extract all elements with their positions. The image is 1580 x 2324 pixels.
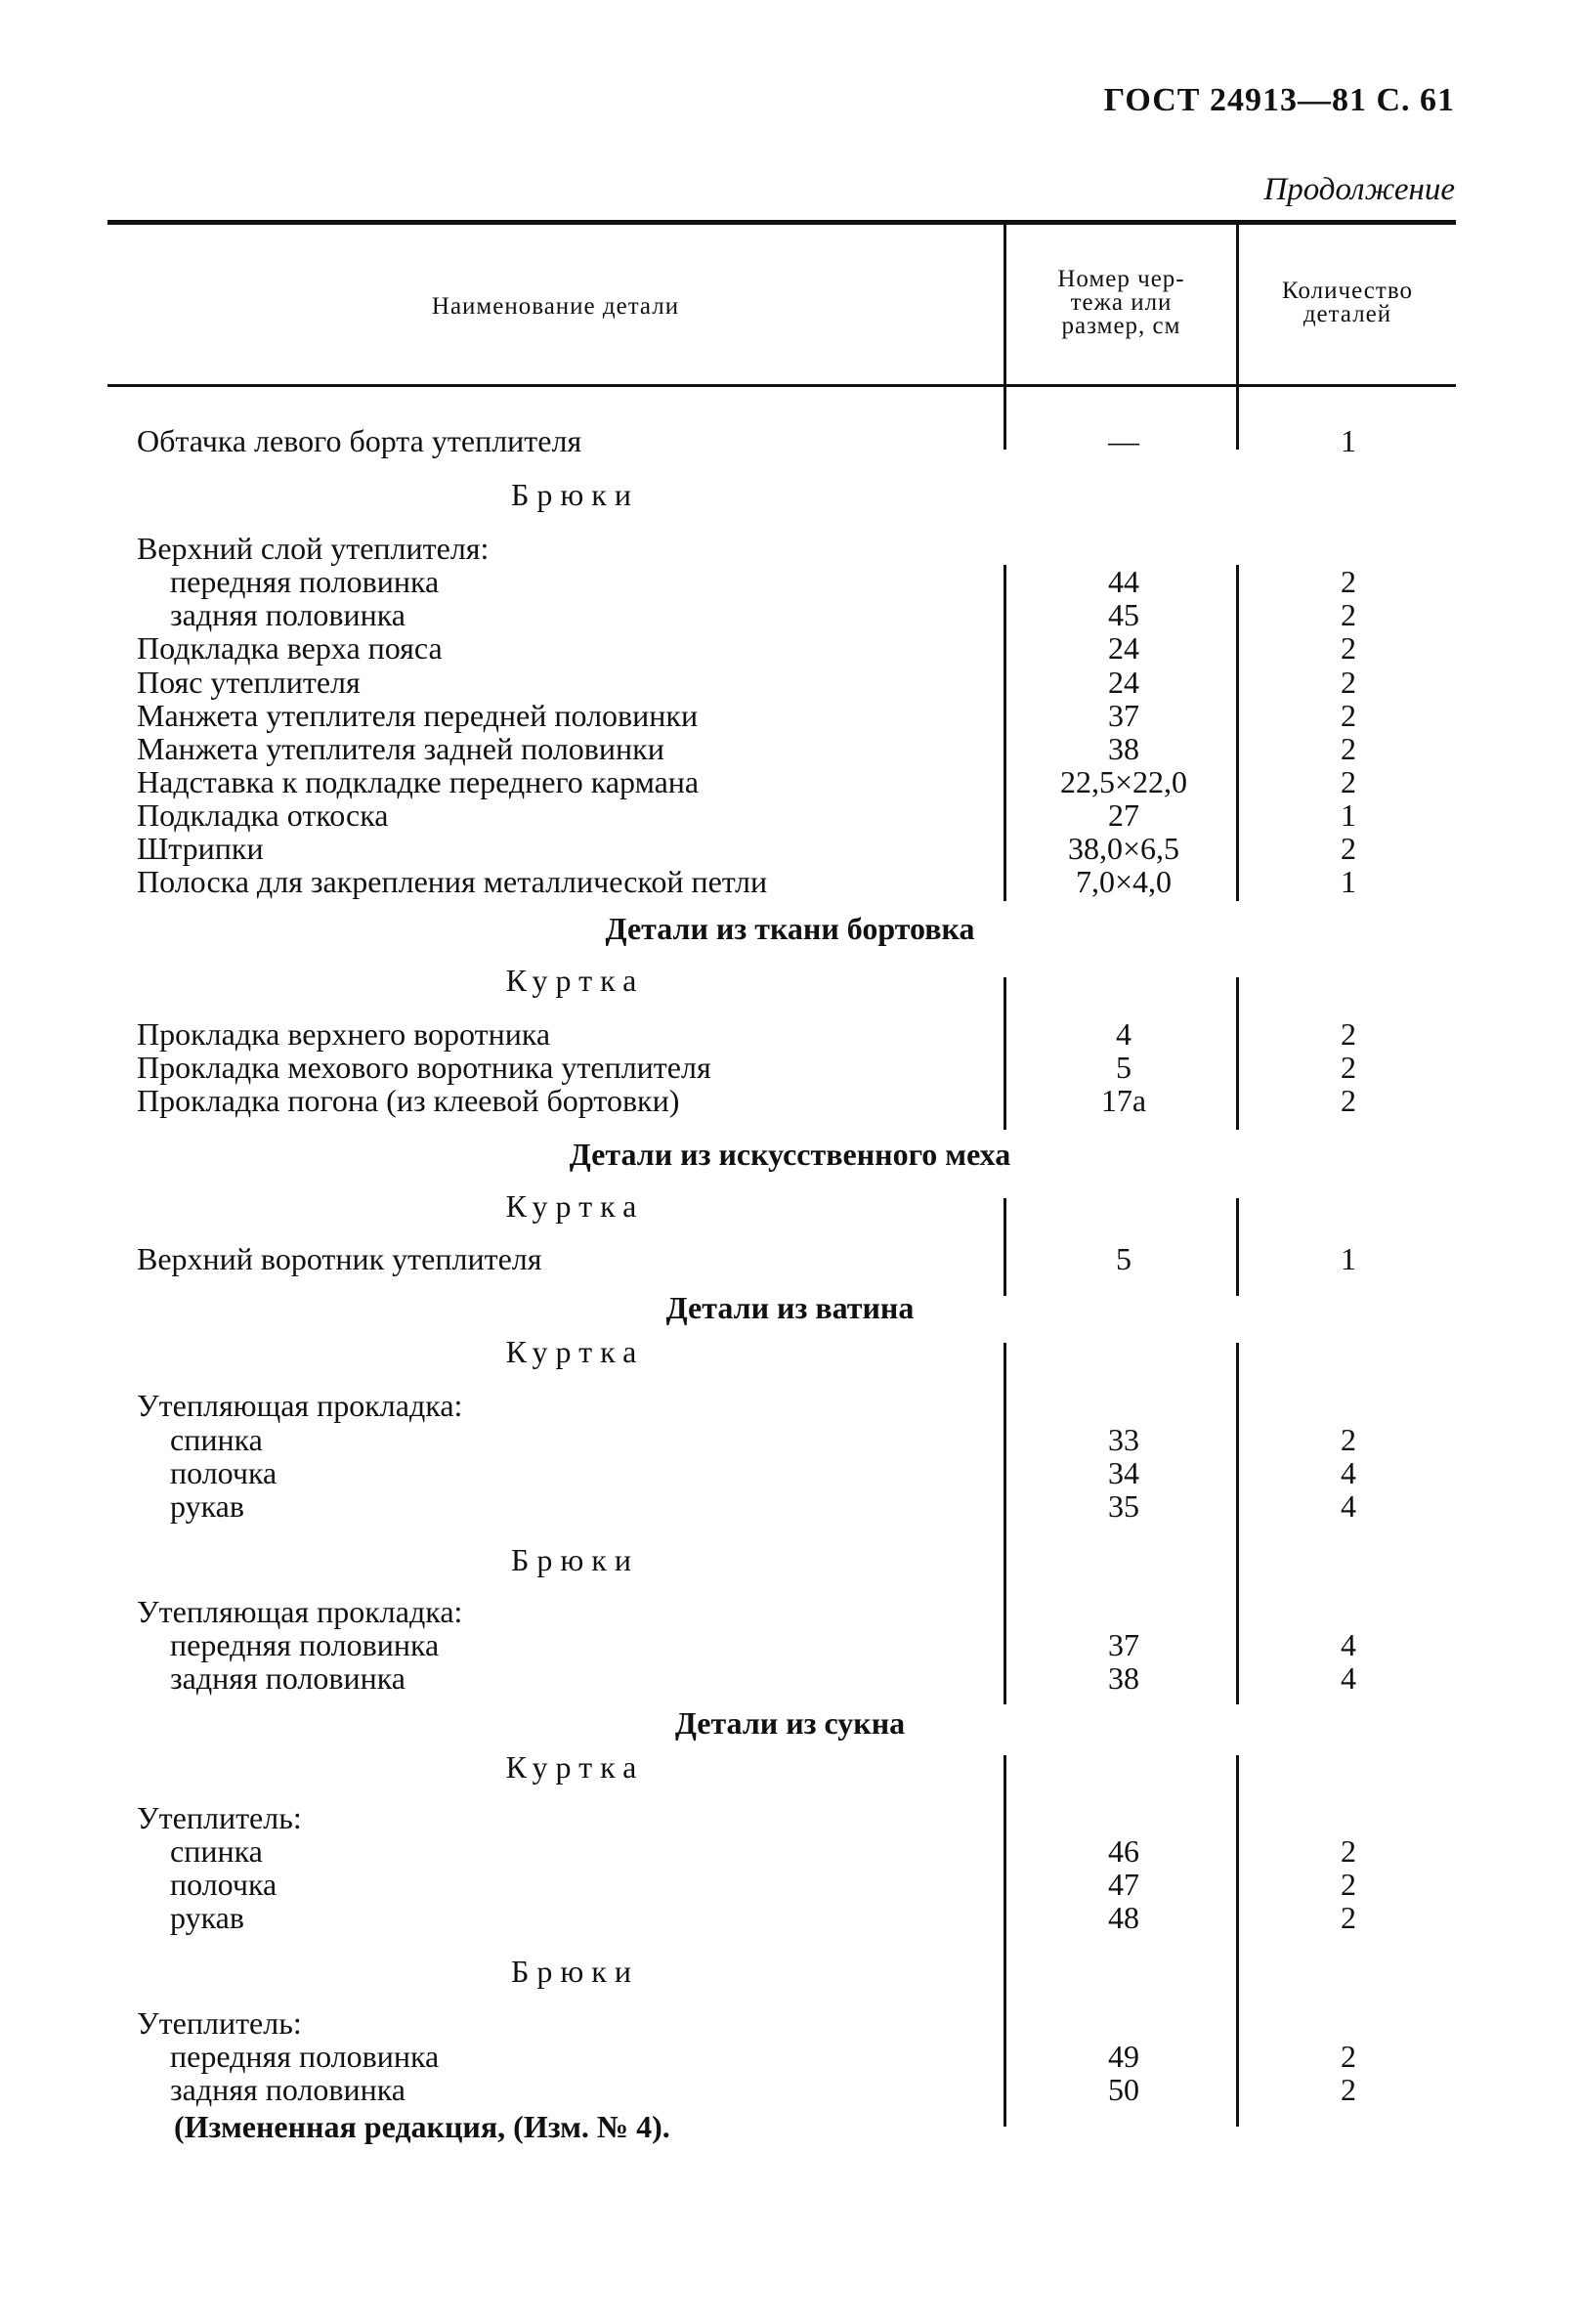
row-drawing: 44 <box>1108 564 1139 599</box>
row-quantity: 1 <box>1341 1241 1356 1276</box>
row-drawing: 37 <box>1108 698 1139 733</box>
row-drawing: 5 <box>1116 1241 1132 1276</box>
table-row <box>0 698 1580 733</box>
table-row <box>0 1422 1580 1457</box>
row-quantity: 4 <box>1341 1660 1356 1696</box>
table-row <box>0 2005 1580 2041</box>
row-drawing: 17а <box>1100 1083 1147 1118</box>
continuation-label: Продолжение <box>1263 172 1455 207</box>
table-row <box>0 1016 1580 1052</box>
row-name: Прокладка погона (из клеевой бортовки) <box>137 1083 680 1118</box>
row-quantity: 2 <box>1341 1083 1356 1118</box>
column-header-drawing-line: тежа или <box>1070 289 1173 316</box>
row-name: Верхний слой утеплителя: <box>137 531 490 566</box>
row-quantity: 2 <box>1341 1050 1356 1085</box>
table-row <box>0 597 1580 632</box>
row-quantity: 2 <box>1341 698 1356 733</box>
row-quantity: 2 <box>1341 1016 1356 1052</box>
row-name: Подкладка откоска <box>137 797 389 833</box>
row-quantity: 4 <box>1341 1455 1356 1490</box>
row-name: Надставка к подкладке переднего кармана <box>137 764 700 799</box>
row-name: спинка <box>170 1833 263 1869</box>
row-quantity: 2 <box>1341 731 1356 766</box>
row-name: передняя половинка <box>170 564 440 599</box>
table-row <box>0 1900 1580 1935</box>
table-row <box>0 1488 1580 1524</box>
row-drawing: 50 <box>1108 2072 1139 2107</box>
subsection-title: Куртка <box>505 1188 645 1224</box>
table-row <box>0 797 1580 833</box>
row-quantity: 2 <box>1341 1900 1356 1935</box>
row-drawing: 49 <box>1108 2039 1139 2074</box>
amendment-note: (Измененная редакция, (Изм. № 4). <box>174 2109 670 2144</box>
row-quantity: 1 <box>1341 423 1356 458</box>
row-quantity: 2 <box>1341 630 1356 666</box>
row-drawing: — <box>1108 423 1139 458</box>
table-row <box>0 1455 1580 1490</box>
row-name: Прокладка верхнего воротника <box>137 1016 551 1052</box>
row-name: рукав <box>170 1900 244 1935</box>
row-drawing: 37 <box>1108 1627 1139 1662</box>
table-row <box>0 1660 1580 1696</box>
subsection-title: Брюки <box>511 1542 639 1577</box>
row-drawing: 4 <box>1116 1016 1132 1052</box>
column-header-quantity-line: Количество <box>1282 278 1413 304</box>
row-name: Утеплитель: <box>137 1800 302 1835</box>
row-name: спинка <box>170 1422 263 1457</box>
column-header-drawing <box>1006 268 1236 338</box>
row-quantity: 2 <box>1341 564 1356 599</box>
table-row <box>0 1867 1580 1902</box>
row-name: задняя половинка <box>170 1660 406 1696</box>
row-name: рукав <box>170 1488 244 1524</box>
row-drawing: 33 <box>1108 1422 1139 1457</box>
subsection-title: Куртка <box>505 1749 645 1785</box>
row-drawing: 34 <box>1108 1455 1139 1490</box>
row-name: передняя половинка <box>170 2039 440 2074</box>
row-name: полочка <box>170 1867 278 1902</box>
table-row <box>0 665 1580 700</box>
row-name: Утепляющая прокладка: <box>137 1594 463 1629</box>
row-name: Прокладка мехового воротника утеплителя <box>137 1050 711 1085</box>
row-drawing: 45 <box>1108 597 1139 632</box>
page-header: ГОСТ 24913—81 С. 61 <box>1103 82 1455 118</box>
row-drawing: 22,5×22,0 <box>1059 764 1188 799</box>
row-name: Штрипки <box>137 831 264 866</box>
row-name: Пояс утеплителя <box>137 665 361 700</box>
row-drawing: 24 <box>1108 630 1139 666</box>
row-name: Подкладка верха пояса <box>137 630 443 666</box>
row-drawing: 24 <box>1108 665 1139 700</box>
table-row <box>0 630 1580 666</box>
row-drawing: 27 <box>1108 797 1139 833</box>
column-header-quantity <box>1239 280 1456 326</box>
table-header-rule <box>107 384 1456 387</box>
row-quantity: 4 <box>1341 1627 1356 1662</box>
table-row <box>0 2039 1580 2074</box>
column-header-quantity-line: деталей <box>1302 301 1392 327</box>
row-drawing: 35 <box>1108 1488 1139 1524</box>
table-row <box>0 1241 1580 1276</box>
row-name: Полоска для закрепления металлической петли <box>137 864 768 899</box>
table-row <box>0 1594 1580 1629</box>
table-row <box>0 1627 1580 1662</box>
section-title: Детали из ватина <box>665 1290 915 1325</box>
row-drawing: 7,0×4,0 <box>1075 864 1173 899</box>
row-name: задняя половинка <box>170 597 406 632</box>
table-row <box>0 731 1580 766</box>
subsection-title: Куртка <box>505 963 645 998</box>
section-title: Детали из ткани бортовка <box>605 911 975 946</box>
column-header-name: Наименование детали <box>431 293 680 320</box>
table-row <box>0 423 1580 458</box>
row-drawing: 38 <box>1108 1660 1139 1696</box>
row-quantity: 2 <box>1341 1833 1356 1869</box>
row-name: Верхний воротник утеплителя <box>137 1241 542 1276</box>
section-title: Детали из искусственного меха <box>569 1137 1011 1172</box>
section-title: Детали из сукна <box>674 1705 906 1741</box>
table-top-rule <box>107 220 1456 225</box>
row-name: полочка <box>170 1455 278 1490</box>
row-quantity: 2 <box>1341 831 1356 866</box>
table-row <box>0 2072 1580 2107</box>
row-name: передняя половинка <box>170 1627 440 1662</box>
row-drawing: 48 <box>1108 1900 1139 1935</box>
row-name: Обтачка левого борта утеплителя <box>137 423 582 458</box>
table-row <box>0 831 1580 866</box>
row-quantity: 2 <box>1341 2039 1356 2074</box>
row-name: Манжета утеплителя передней половинки <box>137 698 699 733</box>
row-drawing: 46 <box>1108 1833 1139 1869</box>
table-row <box>0 531 1580 566</box>
table-row <box>0 1050 1580 1085</box>
table-row <box>0 864 1580 899</box>
table-row <box>0 1800 1580 1835</box>
table-row <box>0 1083 1580 1118</box>
table-row <box>0 564 1580 599</box>
row-name: Утеплитель: <box>137 2005 302 2041</box>
subsection-title: Брюки <box>511 1954 639 1989</box>
row-quantity: 2 <box>1341 1422 1356 1457</box>
row-name: задняя половинка <box>170 2072 406 2107</box>
row-quantity: 2 <box>1341 597 1356 632</box>
subsection-title: Куртка <box>505 1334 645 1369</box>
column-header-drawing-line: Номер чер- <box>1057 266 1185 292</box>
subsection-title: Брюки <box>511 477 639 512</box>
row-quantity: 1 <box>1341 797 1356 833</box>
table-row <box>0 1388 1580 1423</box>
row-quantity: 2 <box>1341 1867 1356 1902</box>
table-row <box>0 764 1580 799</box>
table-row <box>0 1833 1580 1869</box>
row-quantity: 2 <box>1341 2072 1356 2107</box>
row-drawing: 47 <box>1108 1867 1139 1902</box>
row-name: Утепляющая прокладка: <box>137 1388 463 1423</box>
row-name: Манжета утеплителя задней половинки <box>137 731 664 766</box>
column-header-drawing-line: размер, см <box>1061 313 1181 339</box>
row-quantity: 4 <box>1341 1488 1356 1524</box>
row-drawing: 38,0×6,5 <box>1067 831 1180 866</box>
row-drawing: 5 <box>1116 1050 1132 1085</box>
row-quantity: 1 <box>1341 864 1356 899</box>
row-quantity: 2 <box>1341 764 1356 799</box>
row-quantity: 2 <box>1341 665 1356 700</box>
row-drawing: 38 <box>1108 731 1139 766</box>
